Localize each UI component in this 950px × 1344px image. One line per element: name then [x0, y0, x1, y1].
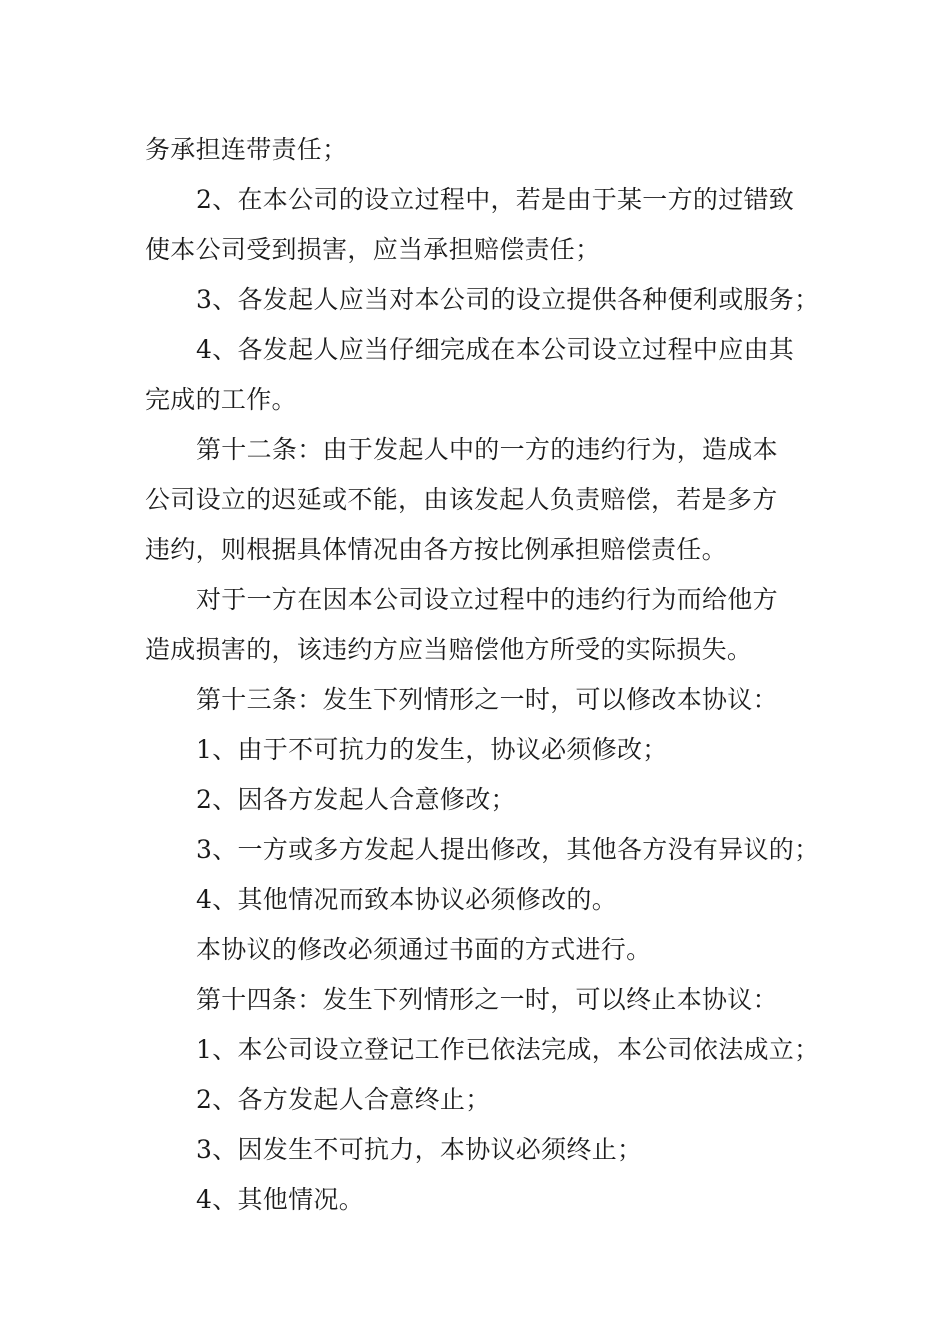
text-line: 使本公司受到损害，应当承担赔偿责任；	[145, 235, 601, 264]
text-line: 2、各方发起人合意终止；	[196, 1085, 491, 1114]
text-line: 造成损害的，该违约方应当赔偿他方所受的实际损失。	[145, 635, 753, 664]
text-line: 违约，则根据具体情况由各方按比例承担赔偿责任。	[145, 535, 727, 564]
text-line: 第十四条：发生下列情形之一时，可以终止本协议：	[196, 985, 778, 1014]
text-line: 4、其他情况。	[196, 1185, 365, 1214]
text-line: 2、因各方发起人合意修改；	[196, 785, 516, 814]
text-line: 务承担连带责任；	[145, 135, 348, 164]
text-line: 公司设立的迟延或不能，由该发起人负责赔偿，若是多方	[145, 485, 778, 514]
text-line: 1、由于不可抗力的发生，协议必须修改；	[196, 735, 668, 764]
text-line: 4、其他情况而致本协议必须修改的。	[196, 885, 618, 914]
text-line: 完成的工作。	[145, 385, 297, 414]
text-line: 本协议的修改必须通过书面的方式进行。	[196, 935, 652, 964]
text-line: 第十三条：发生下列情形之一时，可以修改本协议：	[196, 685, 778, 714]
text-line: 1、本公司设立登记工作已依法完成，本公司依法成立；	[196, 1035, 820, 1064]
text-line: 2、在本公司的设立过程中，若是由于某一方的过错致	[196, 185, 795, 214]
text-line: 4、各发起人应当仔细完成在本公司设立过程中应由其	[196, 335, 795, 364]
text-line: 第十二条：由于发起人中的一方的违约行为，造成本	[196, 435, 778, 464]
text-line: 3、一方或多方发起人提出修改，其他各方没有异议的；	[196, 835, 820, 864]
text-line: 3、因发生不可抗力，本协议必须终止；	[196, 1135, 643, 1164]
text-line: 3、各发起人应当对本公司的设立提供各种便利或服务；	[196, 285, 820, 314]
text-line: 对于一方在因本公司设立过程中的违约行为而给他方	[196, 585, 778, 614]
